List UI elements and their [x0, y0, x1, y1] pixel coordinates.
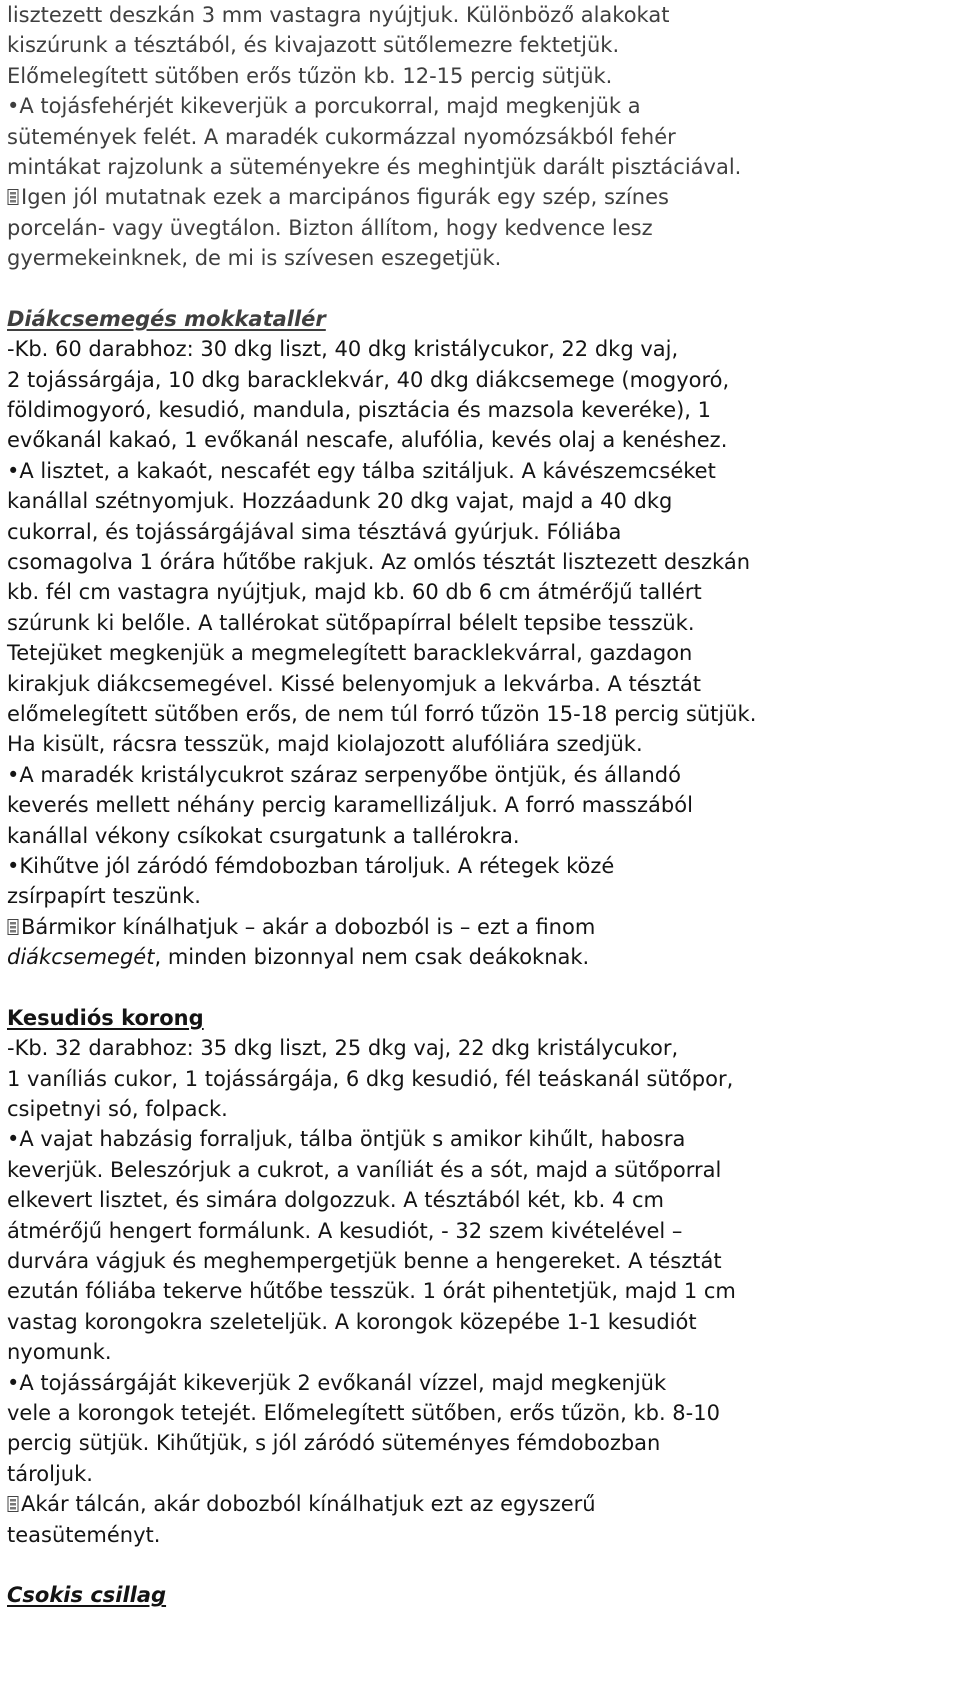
text-line: elkevert lisztet, és simára dolgozzuk. A tésztából két, kb. 4 cm [7, 1188, 664, 1213]
blank-line [7, 973, 957, 1003]
italic-term: diákcsemegét [7, 945, 155, 970]
note-icon [7, 189, 20, 206]
text-line: -Kb. 32 darabhoz: 35 dkg liszt, 25 dkg vaj, 22 dkg kristálycukor, [7, 1036, 679, 1061]
tip-text: , minden bizonnyal nem csak deákoknak. [154, 945, 590, 970]
note-icon [7, 1496, 20, 1513]
text-line: 2 tojássárgája, 10 dkg baracklekvár, 40 dkg diákcsemege (mogyoró, [7, 367, 730, 392]
text-line: kb. fél cm vastagra nyújtjuk, majd kb. 60 db 6 cm átmérőjű tallért [7, 580, 702, 605]
text-line: kiszúrunk a tésztából, és kivajazott sütőlemezre fektetjük. [7, 33, 620, 58]
text-line: kanállal vékony csíkokat csurgatunk a tallérokra. [7, 823, 520, 848]
section-1 [7, 0, 957, 274]
text-line: -Kb. 60 darabhoz: 30 dkg liszt, 40 dkg kristálycukor, 22 dkg vaj, [7, 337, 679, 362]
note-icon [7, 919, 20, 936]
text-line: előmelegített sütőben erős, de nem túl forró tűzön 15-18 percig sütjük. [7, 701, 757, 726]
tip-text: Bármikor kínálhatjuk – akár a dobozból is – ezt a finom [21, 914, 596, 939]
tip-line [7, 912, 957, 942]
text-line: •A tojásfehérjét kikeverjük a porcukorral, majd megkenjük a [7, 94, 641, 119]
text-line: cukorral, és tojássárgájával sima tésztává gyúrjuk. Fóliába [7, 519, 622, 544]
document-page [7, 0, 957, 1611]
text-line: mintákat rajzolunk a süteményekre és meghintjük darált pisztáciával. [7, 154, 742, 179]
text-line: átmérőjű hengert formálunk. A kesudiót, - 32 szem kivételével – [7, 1218, 683, 1243]
text-line: •A tojássárgáját kikeverjük 2 evőkanál vízzel, majd megkenjük [7, 1370, 667, 1395]
text-line: tároljuk. [7, 1461, 93, 1486]
text-line: keverjük. Beleszórjuk a cukrot, a vaníliát és a sót, majd a sütőporral [7, 1157, 722, 1182]
text-line: Ha kisült, rácsra tesszük, majd kiolajozott alufóliára szedjük. [7, 732, 643, 757]
text-line: lisztezett deszkán 3 mm vastagra nyújtjuk. Különböző alakokat [7, 3, 670, 27]
section-3 [7, 1003, 957, 1550]
text-line: teasüteményt. [7, 1522, 161, 1547]
text-line: nyomunk. [7, 1340, 112, 1365]
text-line: •Kihűtve jól záródó fémdobozban tároljuk. A rétegek közé [7, 853, 615, 878]
recipe-heading: Kesudiós korong [7, 1005, 204, 1030]
text-line: szúrunk ki belőle. A tallérokat sütőpapírral bélelt tepsibe tesszük. [7, 610, 695, 635]
text-line: porcelán- vagy üvegtálon. Bizton állítom, hogy kedvence lesz [7, 215, 653, 240]
text-line: evőkanál kakaó, 1 evőkanál nescafe, alufólia, kevés olaj a kenéshez. [7, 428, 728, 453]
section-4 [7, 1580, 957, 1610]
text-line: kirakjuk diákcsemegével. Kissé belenyomjuk a lekvárba. A tésztát [7, 671, 701, 696]
recipe-heading: Diákcsemegés mokkatallér [7, 306, 326, 331]
tip-text: Igen jól mutatnak ezek a marcipános figurák egy szép, színes [21, 185, 669, 210]
text-line: durvára vágjuk és meghempergetjük benne a hengereket. A tésztát [7, 1249, 722, 1274]
tip-line-2 [7, 942, 957, 972]
text-line: percig sütjük. Kihűtjük, s jól záródó süteményes fémdobozban [7, 1431, 661, 1456]
text-line: kanállal szétnyomjuk. Hozzáadunk 20 dkg vajat, majd a 40 dkg [7, 489, 673, 514]
text-line: csipetnyi só, folpack. [7, 1097, 228, 1122]
text-line: 1 vaníliás cukor, 1 tojássárgája, 6 dkg kesudió, fél teáskanál sütőpor, [7, 1066, 734, 1091]
text-line: •A vajat habzásig forraljuk, tálba öntjük s amikor kihűlt, habosra [7, 1127, 686, 1152]
tip-line [7, 1489, 957, 1519]
text-line: •A lisztet, a kakaót, nescafét egy tálba szitáljuk. A kávészemcséket [7, 458, 716, 483]
tip-line [7, 182, 957, 212]
tip-text: Akár tálcán, akár dobozból kínálhatjuk ezt az egyszerű [21, 1492, 596, 1517]
text-line: földimogyoró, kesudió, mandula, pisztácia és mazsola keveréke), 1 [7, 398, 712, 423]
text-line: vastag korongokra szeleteljük. A korongok közepébe 1-1 kesudiót [7, 1309, 697, 1334]
section-2 [7, 304, 957, 973]
text-line: keverés mellett néhány percig karamellizáljuk. A forró masszából [7, 793, 693, 818]
text-line: vele a korongok tetejét. Előmelegített sütőben, erős tűzön, kb. 8-10 [7, 1400, 720, 1425]
text-line: •A maradék kristálycukrot száraz serpenyőbe öntjük, és állandó [7, 762, 681, 787]
text-line: zsírpapírt teszünk. [7, 884, 201, 909]
blank-line [7, 1550, 957, 1580]
text-line: Előmelegített sütőben erős tűzön kb. 12-15 percig sütjük. [7, 63, 613, 88]
text-line: ezután fóliába tekerve hűtőbe tesszük. 1 órát pihentetjük, majd 1 cm [7, 1279, 736, 1304]
text-line: sütemények felét. A maradék cukormázzal nyomózsákból fehér [7, 124, 676, 149]
text-line: csomagolva 1 órára hűtőbe rakjuk. Az omlós tésztát lisztezett deszkán [7, 550, 751, 575]
text-line: gyermekeinknek, de mi is szívesen eszegetjük. [7, 246, 502, 271]
blank-line [7, 274, 957, 304]
recipe-heading: Csokis csillag [7, 1583, 167, 1608]
text-line: Tetejüket megkenjük a megmelegített baracklekvárral, gazdagon [7, 641, 693, 666]
